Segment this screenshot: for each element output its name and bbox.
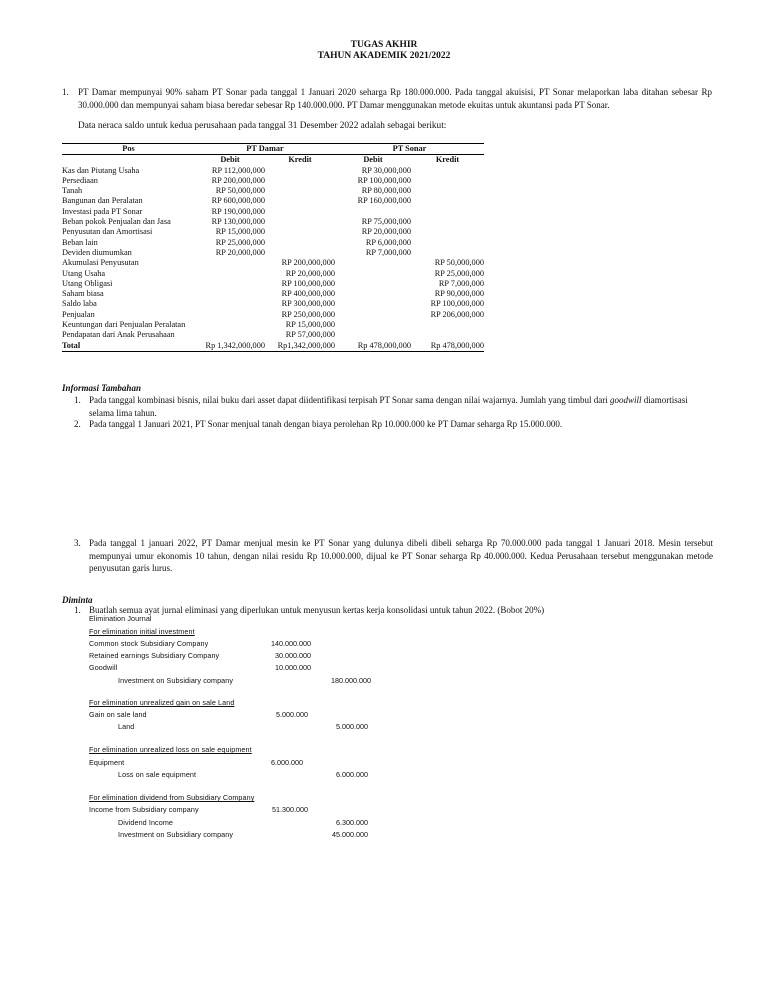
row-amount [335, 289, 411, 299]
journal-s1-line2: Retained earnings Subsidiary Company [89, 651, 220, 660]
row-amount: RP 90,000,000 [434, 289, 484, 299]
diminta-num-1: 1. [74, 605, 81, 615]
table-row [62, 186, 484, 196]
journal-s2-line2: Land [118, 722, 135, 731]
row-amount [335, 320, 411, 330]
row-amount: RP 190,000,000 [211, 206, 265, 216]
row-amount: RP 100,000,000 [357, 175, 411, 185]
total-damar-debit: Rp 1,342,000,000 [205, 340, 265, 350]
question-number: 1. [62, 87, 69, 97]
table-row [62, 299, 484, 309]
row-amount: RP 112,000,000 [211, 165, 265, 175]
row-label: Saham biasa [62, 289, 104, 299]
row-amount: RP 20,000,000 [215, 247, 265, 257]
journal-s4-amount1: 51.300.000 [272, 805, 308, 814]
row-amount: RP 15,000,000 [285, 320, 335, 330]
question-text: PT Damar mempunyai 90% saham PT Sonar pada tanggal 1 Januari 2020 seharga Rp 180.000.000. Pada tanggal akuisisi, PT Sonar melaporkan laba ditahan sebesar Rp 30.000.000 dan mempunyai saham biasa beredar sebesar Rp 140.000.000. PT Damar menggunakan metode ekuitas untuk akuntansi pada PT Sonar. [78, 87, 712, 110]
row-amount: RP 25,000,000 [215, 237, 265, 247]
row-amount: RP 250,000,000 [281, 309, 335, 319]
info-item-3: Pada tanggal 1 januari 2022, PT Damar menjual mesin ke PT Sonar yang dulunya dibeli dibeli seharga Rp 70.000.000 pada tanggal 1 Januari 2018. Mesin tersebut mempunyai umur ekonomis 10 tahun, dengan nilai residu Rp 10.000.000, dijual ke PT Sonar seharga Rp 40.000.000. Kedua Perusahaan tersebut menggunakan metode penyusutan garis lurus. [89, 538, 713, 573]
row-amount [265, 227, 335, 237]
row-label: Penyusutan dan Amortisasi [62, 227, 153, 237]
total-label: Total [62, 340, 81, 350]
row-amount [335, 207, 411, 217]
row-amount: RP 7,000,000 [365, 247, 411, 257]
table-row [62, 289, 484, 299]
row-amount: RP 400,000,000 [281, 289, 335, 299]
row-amount [195, 310, 265, 320]
row-label: Investasi pada PT Sonar [62, 206, 143, 216]
row-amount [335, 279, 411, 289]
row-amount [195, 279, 265, 289]
row-amount: RP 7,000,000 [438, 278, 484, 288]
row-label: Bangunan dan Peralatan [62, 196, 143, 206]
journal-s2-amount2: 5.000.000 [336, 722, 368, 731]
row-amount [411, 330, 484, 340]
table-row [62, 248, 484, 258]
table-header-row [62, 144, 484, 155]
journal-title: Elimination Journal [89, 614, 152, 623]
row-label: Penjualan [62, 309, 95, 319]
row-amount [411, 320, 484, 330]
row-label: Beban pokok Penjualan dan Jasa [62, 217, 171, 227]
row-amount [335, 330, 411, 340]
row-amount [411, 186, 484, 196]
row-amount [195, 258, 265, 268]
row-amount: RP 6,000,000 [365, 237, 411, 247]
table-row [62, 238, 484, 248]
row-amount [411, 227, 484, 237]
col-damar: PT Damar [246, 144, 284, 153]
journal-s3-amount1: 6.000.000 [271, 758, 303, 767]
info-item-1-text: Pada tanggal kombinasi bisnis, nilai buku dari asset dapat diidentifikasi terpisah PT Sonar sama dengan nilai wajarnya. Jumlah yang timbul dari [89, 395, 610, 405]
journal-s2-amount1: 5.000.000 [276, 710, 308, 719]
row-amount: RP 100,000,000 [281, 278, 335, 288]
row-amount: RP 50,000,000 [434, 258, 484, 268]
row-amount [195, 320, 265, 330]
journal-s1-amount2: 30.000.000 [275, 651, 311, 660]
table-row [62, 217, 484, 227]
row-amount: RP 200,000,000 [281, 258, 335, 268]
total-sonar-debit: Rp 478,000,000 [357, 340, 411, 350]
info-heading: Informasi Tambahan [62, 383, 141, 393]
journal-s3-heading: For elimination unrealized loss on sale equipment [89, 745, 252, 754]
journal-s2-line1: Gain on sale land [89, 710, 147, 719]
journal-s1-heading: For elimination initial investment [89, 627, 195, 636]
row-amount [265, 207, 335, 217]
table-total-row [62, 341, 484, 352]
row-label: Tanah [62, 186, 83, 196]
info-num-3: 3. [74, 538, 81, 548]
row-label: Persediaan [62, 175, 98, 185]
journal-s1-line1: Common stock Subsidiary Company [89, 639, 209, 648]
row-label: Utang Obligasi [62, 278, 113, 288]
col-sonar-kredit: Kredit [435, 155, 460, 165]
row-amount [195, 269, 265, 279]
row-amount: RP 50,000,000 [215, 186, 265, 196]
row-amount: RP 30,000,000 [361, 165, 411, 175]
row-amount [265, 217, 335, 227]
row-amount: RP 20,000,000 [285, 268, 335, 278]
table-row [62, 279, 484, 289]
info-item-1-goodwill: goodwill [609, 395, 642, 405]
table-row [62, 269, 484, 279]
table-row [62, 207, 484, 217]
doc-subtitle: TAHUN AKADEMIK 2021/2022 [317, 51, 451, 61]
row-amount: RP 57,000,000 [285, 330, 335, 340]
journal-s3-line1: Equipment [89, 758, 125, 767]
row-amount: RP 300,000,000 [281, 299, 335, 309]
journal-s4-amount2: 6.300.000 [336, 818, 368, 827]
row-amount [265, 248, 335, 258]
row-amount [195, 330, 265, 340]
info-item-1 [89, 394, 713, 419]
col-pos: Pos [122, 144, 135, 153]
row-amount [265, 238, 335, 248]
table-row [62, 258, 484, 268]
journal-s4-amount3: 45.000.000 [332, 830, 368, 839]
journal-s1-line3: Goodwill [89, 663, 118, 672]
row-amount: RP 130,000,000 [211, 217, 265, 227]
journal-s1-amount1: 140.000.000 [271, 639, 311, 648]
total-sonar-kredit: Rp 478,000,000 [430, 340, 484, 350]
row-amount [411, 238, 484, 248]
info-item-1-text-end: diamortisasi selama lima tahun. [89, 395, 688, 418]
journal-s4-line3: Investment on Subsidiary company [118, 830, 234, 839]
row-amount [335, 258, 411, 268]
diminta-item-1: Buatlah semua ayat jurnal eliminasi yang diperlukan untuk menyusun kertas kerja konsolidasi untuk tahun 2022. (Bobot 20%) [89, 605, 545, 615]
journal-s3-amount2: 6.000.000 [336, 770, 368, 779]
journal-s1-amount3: 10.000.000 [275, 663, 311, 672]
row-amount [411, 166, 484, 176]
row-amount: RP 206,000,000 [430, 309, 484, 319]
row-amount: RP 100,000,000 [430, 299, 484, 309]
col-sonar-debit: Debit [363, 155, 383, 165]
row-amount [335, 269, 411, 279]
row-amount [411, 207, 484, 217]
row-amount [411, 217, 484, 227]
journal-s4-line1: Income from Subsidiary company [89, 805, 199, 814]
row-amount: RP 20,000,000 [361, 227, 411, 237]
row-amount: RP 600,000,000 [211, 196, 265, 206]
journal-s1-line4: Investment on Subsidiary company [118, 676, 234, 685]
row-amount: RP 160,000,000 [357, 196, 411, 206]
table-row [62, 330, 484, 340]
row-amount [411, 176, 484, 186]
row-label: Utang Usaha [62, 268, 106, 278]
row-label: Beban lain [62, 237, 98, 247]
total-damar-kredit: Rp1,342,000,000 [277, 340, 335, 350]
table-subheader-row [62, 155, 484, 166]
row-amount [265, 166, 335, 176]
row-amount [265, 186, 335, 196]
row-amount [335, 299, 411, 309]
table-row [62, 320, 484, 330]
row-amount [335, 310, 411, 320]
table-row [62, 176, 484, 186]
row-label: Pendapatan dari Anak Perusahaan [62, 330, 175, 340]
diminta-heading: Diminta [62, 595, 93, 605]
table-row [62, 196, 484, 206]
row-label: Keuntungan dari Penjualan Peralatan [62, 320, 186, 330]
row-amount [411, 196, 484, 206]
col-sonar: PT Sonar [392, 144, 427, 153]
row-label: Deviden diumumkan [62, 247, 132, 257]
trial-balance-table [62, 143, 484, 352]
info-num-1: 1. [74, 395, 81, 405]
journal-s3-line2: Loss on sale equipment [118, 770, 197, 779]
journal-s2-heading: For elimination unrealized gain on sale Land [89, 698, 235, 707]
table-row [62, 227, 484, 237]
journal-s1-amount4: 180.000.000 [331, 676, 371, 685]
info-num-2: 2. [74, 419, 81, 429]
row-amount [265, 196, 335, 206]
table-row [62, 166, 484, 176]
row-label: Saldo laba [62, 299, 97, 309]
table-row [62, 310, 484, 320]
row-amount: RP 200,000,000 [211, 175, 265, 185]
col-damar-debit: Debit [220, 155, 240, 165]
row-amount: RP 15,000,000 [215, 227, 265, 237]
journal-s4-line2: Dividend Income [118, 818, 174, 827]
col-damar-kredit: Kredit [288, 155, 312, 165]
row-label: Kas dan Piutang Usaha [62, 165, 140, 175]
row-amount [411, 248, 484, 258]
row-amount [265, 176, 335, 186]
row-amount [195, 299, 265, 309]
row-amount [195, 289, 265, 299]
row-amount: RP 75,000,000 [361, 217, 411, 227]
row-amount: RP 80,000,000 [361, 186, 411, 196]
journal-s4-heading: For elimination dividend from Subsidiary Company [89, 793, 255, 802]
table-intro: Data neraca saldo untuk kedua perusahaan pada tanggal 31 Desember 2022 adalah sebagai berikut: [78, 121, 447, 131]
row-label: Akumulasi Penyusutan [62, 258, 139, 268]
info-item-2: Pada tanggal 1 Januari 2021, PT Sonar menjual tanah dengan biaya perolehan Rp 10.000.000 ke PT Damar seharga Rp 15.000.000. [89, 419, 563, 429]
doc-title: TUGAS AKHIR [350, 40, 418, 50]
row-amount: RP 25,000,000 [434, 268, 484, 278]
